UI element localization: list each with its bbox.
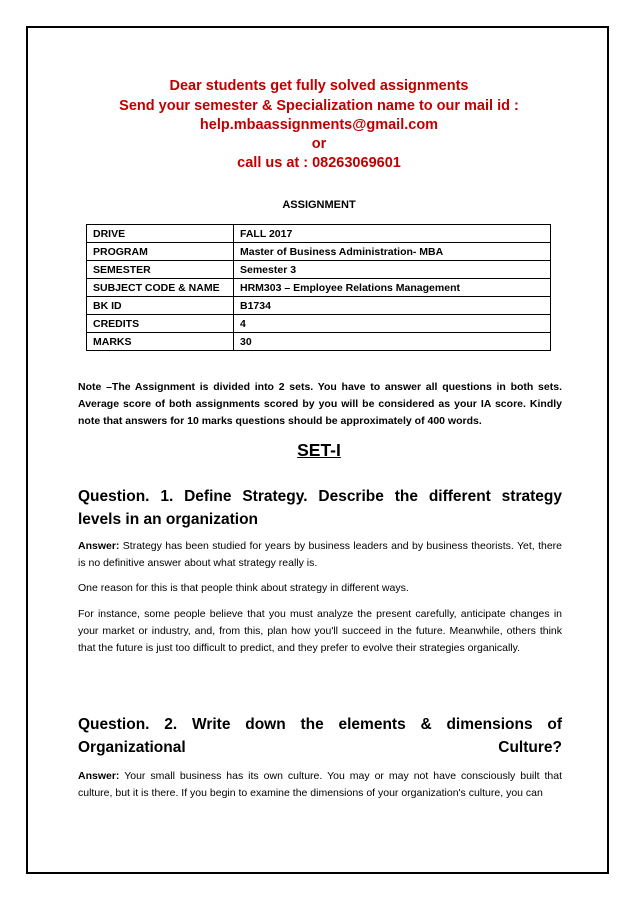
set-heading: SET-I [297,440,341,460]
answer-1-paragraph-2: One reason for this is that people think about strategy in different ways. [78,582,409,594]
table-value: HRM303 – Employee Relations Management [234,279,551,297]
table-key: DRIVE [87,225,234,243]
promo-email[interactable]: help.mbaassignments@gmail.com [199,117,439,133]
table-row [87,297,551,315]
table-value: 4 [234,315,551,333]
table-key: SEMESTER [87,261,234,279]
answer-1-paragraph-1 [78,538,562,572]
answer-label: Answer: [78,770,120,782]
assignment-note: Note –The Assignment is divided into 2 sets. You have to answer all questions in both sets. Average score of both assignments scored by you will be considered as your IA score. Kindly note that answers for 10 marks questions should be approximately of 400 words. [78,381,562,427]
table-key: PROGRAM [87,243,234,261]
table-row [87,243,551,261]
table-key: SUBJECT CODE & NAME [87,279,234,297]
promo-line-1: Dear students get fully solved assignments [169,78,469,94]
table-row [87,279,551,297]
answer-2-paragraph-1 [78,768,562,802]
answer-text: Your small business has its own culture. You may or may not have consciously built that culture, but it is there. If you begin to examine the dimensions of your organization's culture, you can [78,770,562,799]
table-value: Semester 3 [234,261,551,279]
table-value: 30 [234,333,551,351]
answer-text: Strategy has been studied for years by business leaders and by business theorists. Yet, there is no definitive answer about what strategy really is. [78,540,562,569]
promo-phone[interactable]: call us at : 08263069601 [237,155,401,171]
promo-or: or [311,136,327,152]
table-value: Master of Business Administration- MBA [234,243,551,261]
table-row [87,315,551,333]
table-value: B1734 [234,297,551,315]
answer-label: Answer: [78,540,120,552]
assignment-info-table [86,224,551,351]
table-row [87,261,551,279]
question-2-line-1 [78,713,562,759]
table-key: MARKS [87,333,234,351]
question-2: Question. 2. Write down the elements & dimensions of Organizational Culture? [78,716,562,756]
question-1: Question. 1. Define Strategy. Describe the different strategy levels in an organization [78,488,562,528]
assignment-title: ASSIGNMENT [282,199,356,211]
table-row [87,225,551,243]
table-key: CREDITS [87,315,234,333]
table-value: FALL 2017 [234,225,551,243]
table-key: BK ID [87,297,234,315]
promo-line-2: Send your semester & Specialization name to our mail id : [119,98,519,114]
answer-1-paragraph-3: For instance, some people believe that you must analyze the present carefully, anticipate changes in your market or industry, and, from this, plan how you'll succeed in the future. Meanwhile, others think that the future is just too difficult to predict, and they prefer to evolve their strategies organically. [78,608,562,654]
table-row [87,333,551,351]
